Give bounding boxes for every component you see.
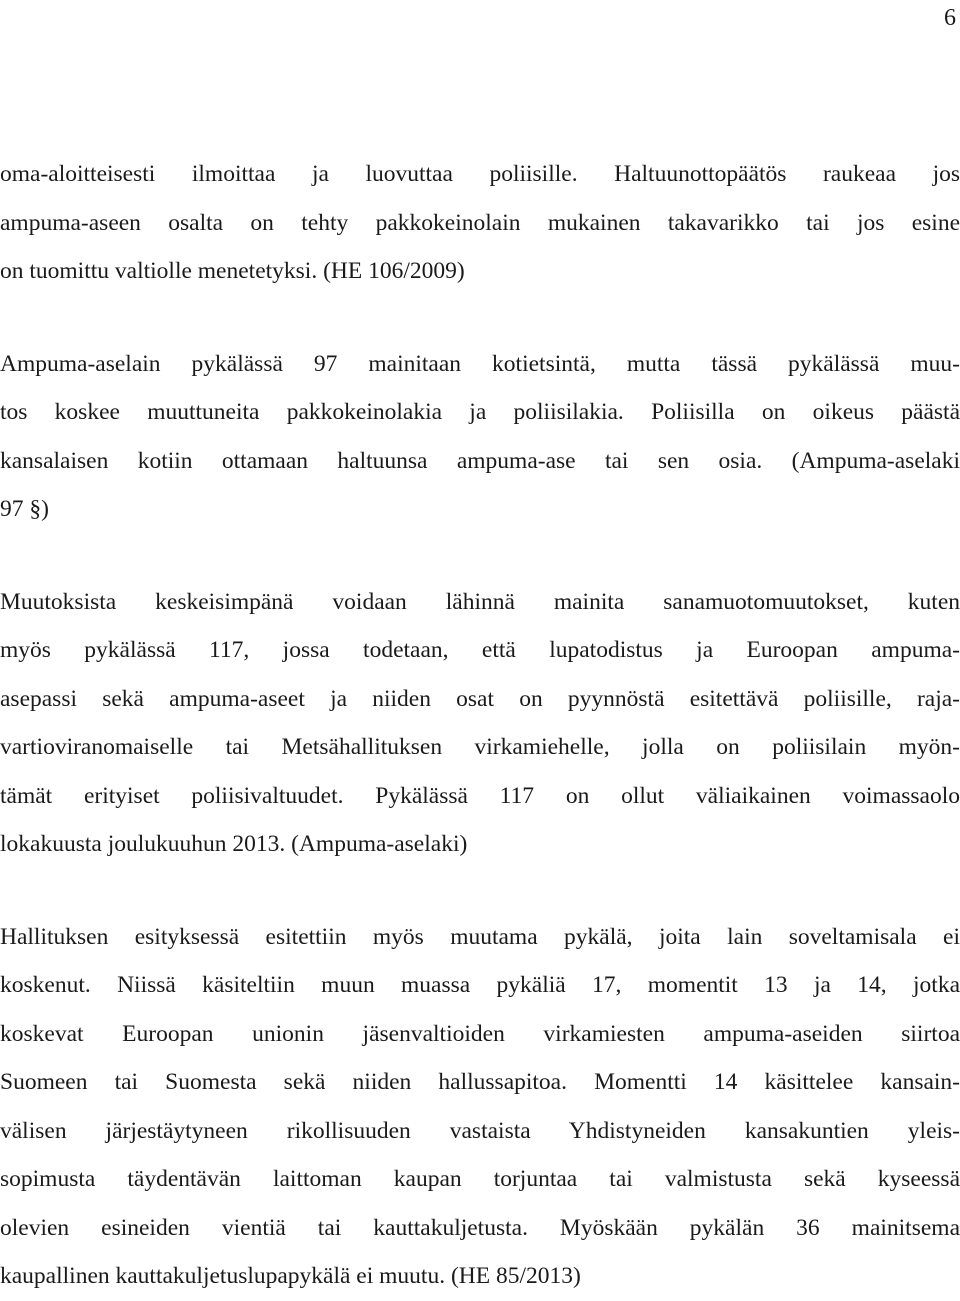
document-body: [0, 150, 960, 1301]
text-line: tämät erityiset poliisivaltuudet. Pykälässä 117 on ollut väliaikainen voimassaolo: [0, 782, 960, 809]
text-line: 97 §): [0, 496, 49, 522]
text-line: Muutoksista keskeisimpänä voidaan lähinnä mainita sanamuotomuutokset, kuten: [0, 588, 960, 615]
paragraph-1: [0, 150, 960, 296]
text-line: sopimusta täydentävän laittoman kaupan torjuntaa tai valmistusta sekä kyseessä: [0, 1166, 960, 1192]
paragraph-gap: [0, 534, 960, 578]
page-number: 6: [944, 5, 956, 31]
text-line: vartioviranomaiselle tai Metsähallituksen virkamiehelle, jolla on poliisilain myön-: [0, 734, 960, 760]
paragraph-4: [0, 913, 960, 1301]
text-line: ampuma-aseen osalta on tehty pakkokeinolain mukainen takavarikko tai jos esine: [0, 209, 960, 236]
text-line: Suomeen tai Suomesta sekä niiden hallussapitoa. Momentti 14 käsittelee kansain-: [0, 1069, 960, 1095]
text-line: olevien esineiden vientiä tai kauttakuljetusta. Myöskään pykälän 36 mainitsema: [0, 1214, 960, 1241]
text-line: oma-aloitteisesti ilmoittaa ja luovuttaa poliisille. Haltuunottopäätös raukeaa jos: [0, 161, 960, 187]
text-line: Hallituksen esityksessä esitettiin myös muutama pykälä, joita lain soveltamisala ei: [0, 923, 960, 950]
text-line: on tuomittu valtiolle menetetyksi. (HE 106/2009): [0, 258, 465, 284]
paragraph-3: [0, 578, 960, 869]
text-line: kansalaisen kotiin ottamaan haltuunsa ampuma-ase tai sen osia. (Ampuma-aselaki: [0, 447, 960, 474]
text-line: asepassi sekä ampuma-aseet ja niiden osat on pyynnöstä esitettävä poliisille, raja-: [0, 685, 960, 712]
paragraph-2: [0, 340, 960, 534]
paragraph-gap: [0, 296, 960, 340]
text-line: koskevat Euroopan unionin jäsenvaltioiden virkamiesten ampuma-aseiden siirtoa: [0, 1020, 960, 1047]
text-line: välisen järjestäytyneen rikollisuuden vastaista Yhdistyneiden kansakuntien yleis-: [0, 1117, 960, 1144]
text-line: koskenut. Niissä käsiteltiin muun muassa pykäliä 17, momentit 13 ja 14, jotka: [0, 972, 960, 998]
text-line: myös pykälässä 117, jossa todetaan, että lupatodistus ja Euroopan ampuma-: [0, 637, 960, 663]
paragraph-gap: [0, 869, 960, 913]
text-line: lokakuusta joulukuuhun 2013. (Ampuma-aselaki): [0, 831, 468, 857]
text-line: Ampuma-aselain pykälässä 97 mainitaan kotietsintä, mutta tässä pykälässä muu-: [0, 350, 960, 377]
text-line: kaupallinen kauttakuljetuslupapykälä ei muutu. (HE 85/2013): [0, 1263, 581, 1289]
text-line: tos koskee muuttuneita pakkokeinolakia ja poliisilakia. Poliisilla on oikeus päästä: [0, 399, 960, 425]
